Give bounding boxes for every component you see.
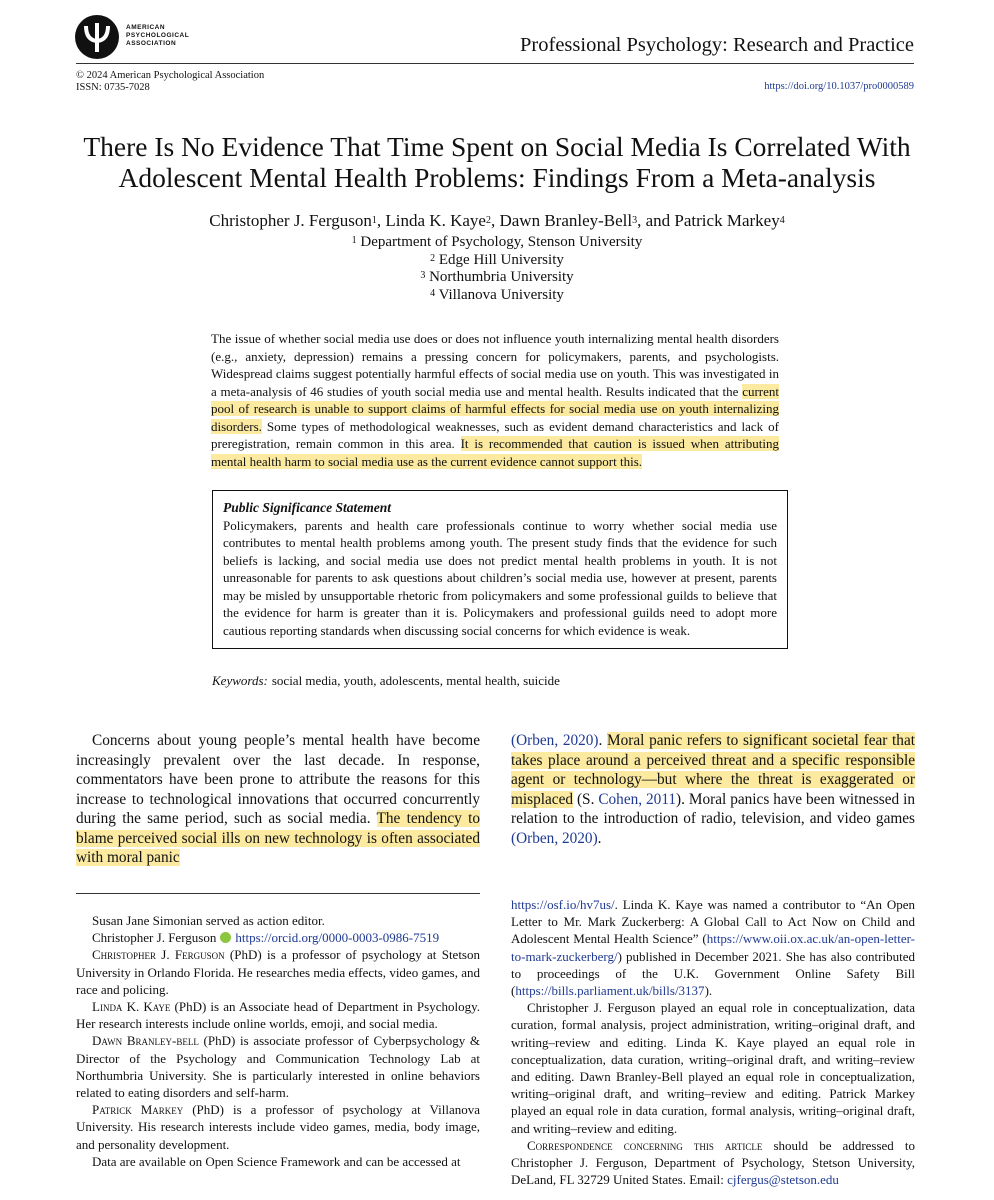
author-bio: Dawn Branley-bell (PhD) is associate professor of Cyberpsychology & Director of the Psychology and Communication Technology Lab at Northumbria University. She is particularly interested in online behaviors related to eating disorders and self-harm.	[76, 1033, 480, 1101]
copyright-block	[76, 70, 264, 93]
osf-link[interactable]: https://osf.io/hv7us/	[511, 897, 615, 912]
citation-link[interactable]: (Orben, 2020)	[511, 829, 598, 847]
footnote-divider	[76, 893, 480, 894]
public-significance-box	[212, 490, 788, 649]
affiliation: $^1$ Department of Psychology, Stenson University	[351, 234, 643, 250]
oii-link[interactable]: https://www.oii.ox.ac.uk/an-open-letter-to-mark-zuckerberg/	[511, 931, 915, 964]
body-column-left: Concerns about young people’s mental health have become increasingly prevalent over the last decade. In response, commentators have been prone to attribute the reasons for this increase to technological innovations that occurred concurrently during the same period, such as social media. The tendency to blame perceived social ills on new technology is often associated with moral panic	[76, 732, 480, 866]
affiliation-sup: 3	[632, 215, 638, 226]
affiliation: $^2$ Edge Hill University	[430, 251, 564, 268]
abstract: The issue of whether social media use does or does not influence youth internalizing mental health disorders (e.g., anxiety, depression) remains a pressing concern for policymakers, parents, and psychologists. Widespread claims suggest potentially harmful effects of social media use on youth. This was investigated in a meta-analysis of 46 studies of youth social media use and mental health. Results indicated that the current pool of research is unable to support claims of harmful effects for social media use on youth internalizing disorders. Some types of methodological weaknesses, such as evident demand characteristics and lack of preregistration, remain common in this area. It is recommended that caution is issued when attributing mental health harm to social media use as the current evidence cannot support this.	[211, 331, 779, 469]
author-name: Christopher J. Ferguson	[209, 211, 372, 230]
affiliation-sup: 2	[485, 215, 491, 226]
author-name: Linda K. Kaye	[385, 211, 486, 230]
author-name: Dawn Branley-Bell	[499, 211, 633, 230]
affiliation: $^4$ Villanova University	[430, 286, 564, 303]
orcid-note: Christopher J. Ferguson https://orcid.org/0000-0003-0986-7519	[92, 930, 440, 946]
affiliation-list	[40, 234, 954, 304]
journal-title: Professional Psychology: Research and Practice	[520, 34, 914, 56]
author-bio: Linda K. Kaye (PhD) is an Associate head of Department in Psychology. Her research interests include online worlds, emoji, and social media.	[76, 999, 480, 1032]
doi-link[interactable]: https://doi.org/10.1037/pro0000589	[764, 81, 914, 92]
author-bio: Patrick Markey (PhD) is a professor of psychology at Villanova University. His research interests include video games, media, body image, and personality development.	[76, 1102, 480, 1152]
apa-logo	[74, 14, 190, 64]
header-divider	[76, 63, 914, 64]
significance-body: Policymakers, parents and health care professionals continue to worry whether social media use contributes to mental health problems among youth. The present study finds that the evidence for such beliefs is lacking, and social media use does not predict mental health problems in youth. It is not unreasonable for parents to ask questions about children’s social media use, however at present, parents may be misled by unsupportable rhetoric from policymakers and some professional guilds to believe that the evidence for harm is greater than it is. Policymakers and professional guilds need to adopt more cautious reporting standards when discussing social concerns for which evidence is weak.	[223, 517, 777, 638]
author-notes-right	[511, 896, 915, 1188]
issn-line: ISSN: 0735-7028	[76, 81, 150, 93]
psi-logo-icon	[74, 14, 120, 60]
data-availability-continued: https://osf.io/hv7us/. Linda K. Kaye was named a contributor to “An Open Letter to Mr. Mark Zuckerberg: A Global Call to Act Now on Child and Adolescent Mental Health Science” (https://www.oii.ox.ac.uk/an-open-letter-to-mark-zuckerberg/) published in December 2021. She has also contributed to proceedings of the U.K. Government Online Safety Bill (https://bills.parliament.uk/bills/3137).	[511, 897, 915, 999]
author-name: Patrick Markey	[674, 211, 780, 230]
body-column-right: (Orben, 2020). Moral panic refers to significant societal fear that takes place around a perceived threat and a specific responsible agent or technology—but where the threat is exaggerated or misplaced (S. Cohen, 2011). Moral panics have been witnessed in relation to the introduction of radio, television, and video games (Orben, 2020).	[511, 732, 915, 847]
author-bio: Christopher J. Ferguson (PhD) is a professor of psychology at Stetson University in Orlando Florida. He researches media effects, video games, and race and policing.	[76, 947, 480, 997]
highlighted-text: current pool of research is unable to support claims of harmful effects for social media use on youth internalizing disorders.	[211, 383, 779, 434]
affiliation-sup: 4	[779, 215, 785, 226]
highlighted-text: The tendency to blame perceived social ills on new technology is often associated with moral panic	[76, 810, 480, 866]
highlighted-text: Moral panic refers to significant societal fear that takes place around a perceived threat and a specific responsible agent or technology—but where the threat is exaggerated or misplaced	[511, 732, 915, 808]
author-list: Christopher J. Ferguson$^1$, Linda K. Kaye$^2$, Dawn Branley-Bell$^3$, and Patrick Markey$^4$	[209, 211, 785, 230]
correspondence-note: Correspondence concerning this article should be addressed to Christopher J. Ferguson, Department of Psychology, Stetson University, DeLand, FL 32729 United States. Email: cjfergus@stetson.edu	[511, 1137, 915, 1188]
email-link[interactable]: cjfergus@stetson.edu	[727, 1172, 839, 1188]
data-availability-note: Data are available on Open Science Framework and can be accessed at	[92, 1153, 461, 1169]
citation-link[interactable]: (Orben, 2020)	[511, 732, 599, 749]
orcid-icon	[220, 932, 231, 943]
copyright-line: © 2024 American Psychological Association	[76, 70, 265, 81]
keywords	[212, 673, 560, 689]
bill-link[interactable]: https://bills.parliament.uk/bills/3137	[515, 983, 705, 999]
orcid-link[interactable]: https://orcid.org/0000-0003-0986-7519	[235, 930, 440, 946]
affiliation: $^3$ Northumbria University	[420, 269, 574, 286]
keywords-text: social media, youth, adolescents, mental health, suicide	[271, 673, 560, 688]
author-notes-left	[76, 912, 480, 1170]
contributions-note: Christopher J. Ferguson played an equal role in conceptualization, data curation, formal analysis, project administration, writing–original draft, and writing–review and editing. Linda K. Kaye played an equal role in conceptualization, data curation, writing–original draft, and writing–review and editing. Dawn Branley-Bell played an equal role in conceptualization, writing–original draft, and writing–review and editing. Patrick Markey played an equal role in data curation, formal analysis, writing–original draft, and writing–review and editing.	[511, 1000, 915, 1136]
logo-wordmark: AMERICAN PSYCHOLOGICAL ASSOCIATION	[126, 24, 190, 47]
keywords-label: Keywords:	[212, 673, 268, 688]
action-editor-note: Susan Jane Simonian served as action editor.	[92, 913, 325, 928]
significance-title: Public Significance Statement	[223, 500, 391, 515]
citation-link[interactable]: Cohen, 2011	[598, 790, 677, 808]
affiliation-sup: 1	[371, 215, 377, 226]
highlighted-text: It is recommended that caution is issued when attributing mental health harm to social media use as the current evidence cannot support this.	[211, 436, 779, 469]
article-title: There Is No Evidence That Time Spent on Social Media Is Correlated With Adolescent Mental Health Problems: Findings From a Meta-analysis	[83, 131, 911, 193]
